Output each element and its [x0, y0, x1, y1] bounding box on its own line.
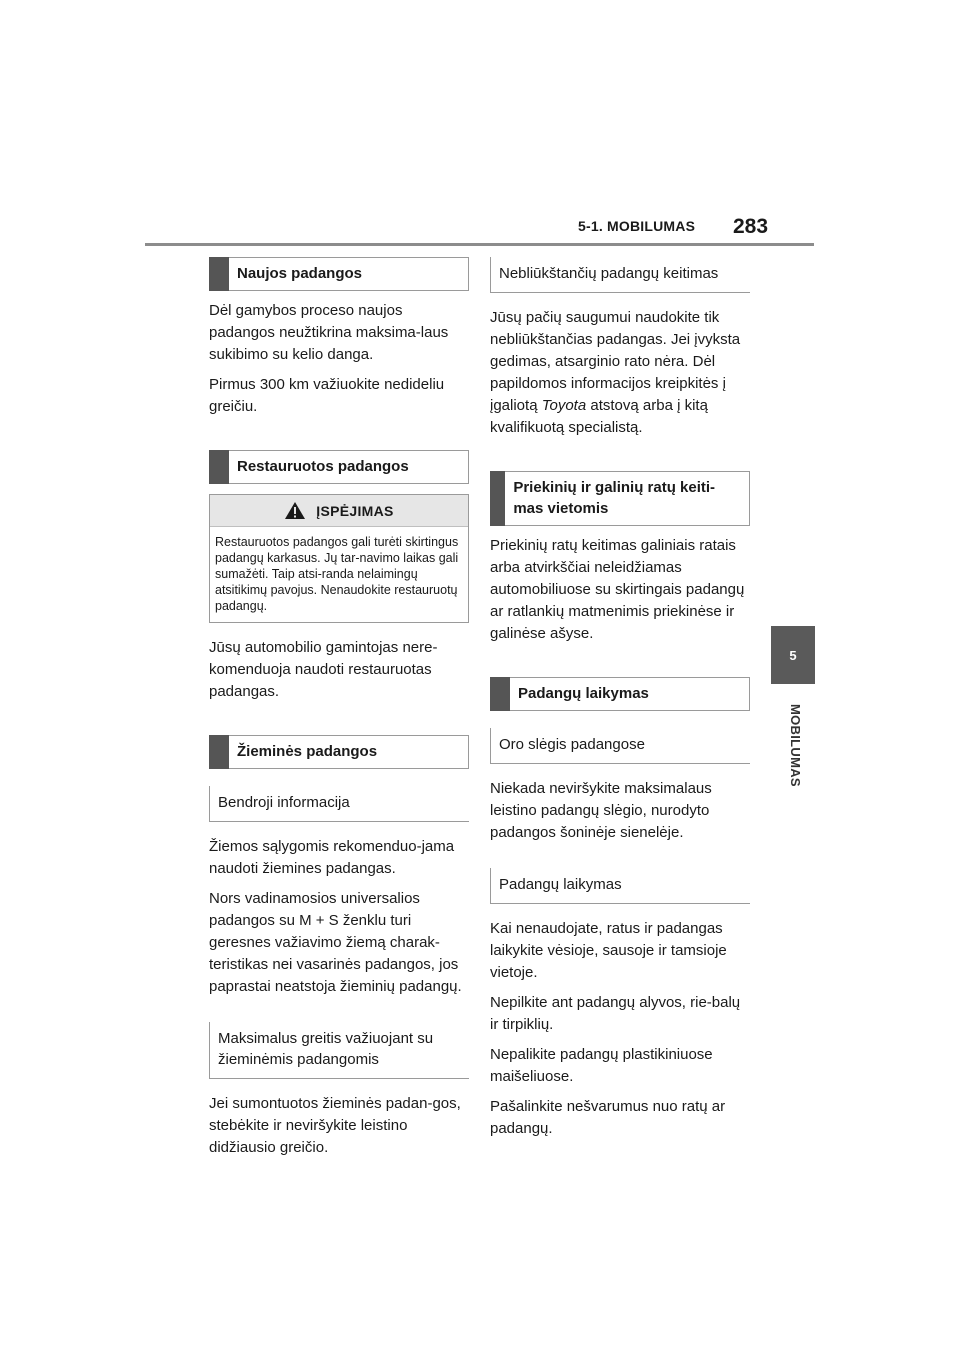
heading-marker [209, 450, 229, 484]
chapter-label: MOBILUMAS [788, 704, 803, 787]
warning-box [209, 494, 469, 623]
left-column [209, 257, 469, 1167]
paragraph: Kai nenaudojate, ratus ir padangas laikykite vėsioje, sausoje ir tamsioje vietoje. [490, 920, 727, 981]
paragraph: Nepilkite ant padangų alyvos, rie-balų ir tirpiklių. [490, 994, 741, 1033]
subheading-storage: Padangų laikymas [490, 868, 750, 904]
paragraph: Dėl gamybos proceso naujos padangos neužtikrina maksima-laus sukibimo su kelio danga. [209, 302, 449, 363]
paragraph: Nepalikite padangų plastikiniuose maišeliuose. [490, 1046, 713, 1085]
heading-text: Padangų laikymas [518, 685, 649, 702]
subheading-tire-pressure: Oro slėgis padangose [490, 728, 750, 764]
right-column [490, 257, 750, 1148]
chapter-tab [771, 626, 815, 684]
heading-marker [490, 677, 510, 711]
paragraph: Nors vadinamosios universalios padangos su M + S ženklu turi geresnes važiavimo žiemą charak-teristikas nei vasarinės padangos, jos paprastai neatstoja žieminių padangų. [209, 890, 462, 995]
section-heading-winter-tires [209, 735, 469, 769]
heading-text: Priekinių ir galinių ratų keiti-mas vietomis [513, 479, 716, 517]
subheading-run-flat-change: Nebliūkštančių padangų keitimas [490, 257, 750, 293]
heading-marker [209, 257, 229, 291]
section-heading-tire-storage [490, 677, 750, 711]
section-title: 5-1. MOBILUMAS [578, 218, 696, 234]
section-heading-new-tires [209, 257, 469, 291]
subheading-max-speed: Maksimalus greitis važiuojant su žieminėmis padangomis [209, 1022, 469, 1079]
paragraph: Priekinių ratų keitimas galiniais ratais arba atvirkščiai neleidžiamas automobiliuose su skirtingais padangų ar ratlankių matmenimis priekinėse ir galinėse ašyse. [490, 537, 745, 642]
paragraph: Jūsų automobilio gamintojas nere-komenduoja naudoti restauruotas padangas. [209, 639, 438, 700]
subheading-general-info: Bendroji informacija [209, 786, 469, 822]
heading-text: Restauruotos padangos [237, 458, 409, 475]
warning-title: ĮSPĖJIMAS [316, 502, 394, 519]
warning-icon [284, 501, 306, 520]
brand-name: Toyota [541, 397, 587, 414]
heading-text: Naujos padangos [237, 265, 363, 282]
section-heading-retreaded-tires [209, 450, 469, 484]
paragraph: Jei sumontuotos žieminės padan-gos, stebėkite ir neviršykite leistino didžiausio greičio. [209, 1095, 461, 1156]
text-part: atstovą arba į kitą kvalifikuotą specialistą. [490, 397, 708, 436]
section-heading-tire-rotation [490, 471, 750, 526]
page-number: 283 [733, 215, 769, 238]
paragraph: Niekada neviršykite maksimalaus leistino padangų slėgio, nurodyto padangos šoninėje sienelėje. [490, 780, 712, 841]
warning-header [210, 495, 468, 527]
heading-marker [490, 471, 505, 526]
text-part: Jūsų pačių saugumui naudokite tik nebliūkštančias padangas. Jei įvyksta gedimas, atsarginio rato nėra. Dėl papildomos informacijos kreipkitės į įgaliotą [490, 309, 741, 414]
paragraph [490, 307, 750, 439]
heading-marker [209, 735, 229, 769]
paragraph: Žiemos sąlygomis rekomenduo-jama naudoti žiemines padangas. [209, 838, 455, 877]
heading-text: Žieminės padangos [237, 743, 378, 760]
warning-text: Restauruotos padangos gali turėti skirtingus padangų karkasus. Jų tar-navimo laikas gali sumažėti. Taip atsi-randa nelaimingų atsitikimų pavojus. Nenaudokite restauruotų padangų. [215, 535, 459, 613]
paragraph: Pašalinkite nešvarumus nuo ratų ar padangų. [490, 1098, 726, 1137]
paragraph: Pirmus 300 km važiuokite nedideliu greičiu. [209, 376, 445, 415]
chapter-number: 5 [789, 647, 797, 663]
header-divider [145, 243, 814, 246]
